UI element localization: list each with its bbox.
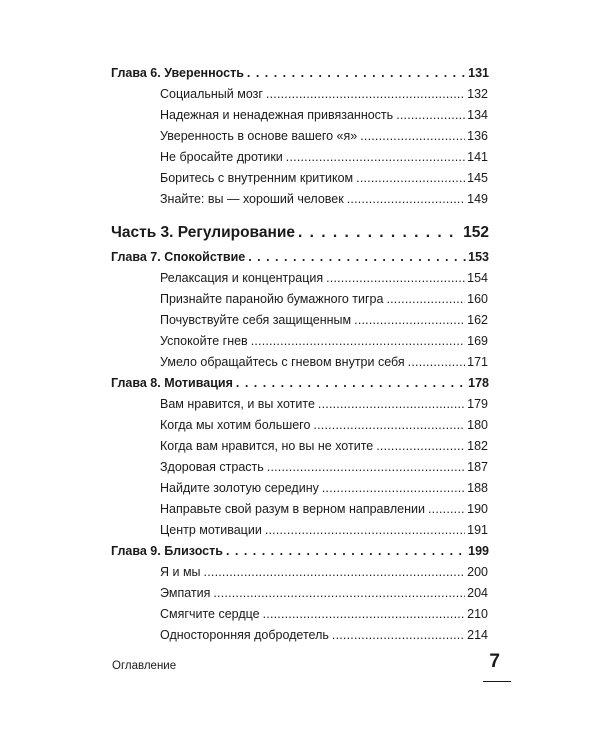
dot-leader xyxy=(376,439,465,453)
toc-section-entry[interactable] xyxy=(160,87,488,105)
toc-entry-title: Глава 7. Спокойствие xyxy=(111,250,246,264)
toc-section-entry[interactable] xyxy=(160,355,488,373)
dot-leader xyxy=(204,565,466,579)
toc-part-entry[interactable] xyxy=(111,224,489,246)
toc-section-entry[interactable] xyxy=(160,108,488,126)
dot-leader xyxy=(428,502,465,516)
dot-leader xyxy=(248,250,466,264)
toc-entry-title: Глава 9. Близость xyxy=(111,544,223,558)
toc-entry-page: 153 xyxy=(468,250,489,264)
toc-chapter-entry[interactable] xyxy=(111,250,489,268)
toc-entry-page: 210 xyxy=(467,607,488,621)
dot-leader xyxy=(298,224,461,242)
toc-entry-title: Не бросайте дротики xyxy=(160,150,283,164)
toc-entry-title: Эмпатия xyxy=(160,586,211,600)
toc-entry-page: 180 xyxy=(467,418,488,432)
toc-entry-title: Релаксация и концентрация xyxy=(160,271,324,285)
dot-leader xyxy=(267,460,465,474)
toc-entry-title: Глава 8. Мотивация xyxy=(111,376,233,390)
dot-leader xyxy=(236,376,466,390)
dot-leader xyxy=(263,607,466,621)
toc-section-entry[interactable] xyxy=(160,292,488,310)
toc-entry-title: Часть 3. Регулирование xyxy=(111,224,296,241)
dot-leader xyxy=(354,313,465,327)
dot-leader xyxy=(360,129,465,143)
dot-leader xyxy=(318,397,465,411)
toc-entry-title: Признайте паранойю бумажного тигра xyxy=(160,292,384,306)
toc-entry-page: 134 xyxy=(467,108,488,122)
dot-leader xyxy=(347,192,465,206)
toc-section-entry[interactable] xyxy=(160,271,488,289)
toc-entry-title: Когда мы хотим большего xyxy=(160,418,311,432)
toc-entry-title: Почувствуйте себя защищенным xyxy=(160,313,352,327)
dot-leader xyxy=(408,355,465,369)
toc-entry-page: 141 xyxy=(467,150,488,164)
toc-entry-page: 179 xyxy=(467,397,488,411)
toc-entry-page: 182 xyxy=(467,439,488,453)
toc-entry-title: Найдите золотую середину xyxy=(160,481,319,495)
toc-entry-page: 200 xyxy=(467,565,488,579)
toc-entry-page: 187 xyxy=(467,460,488,474)
toc-section-entry[interactable] xyxy=(160,607,488,625)
toc-entry-title: Надежная и ненадежная привязанность xyxy=(160,108,394,122)
toc-entry-title: Здоровая страсть xyxy=(160,460,264,474)
toc-section-entry[interactable] xyxy=(160,481,488,499)
dot-leader xyxy=(326,271,465,285)
toc-entry-title: Успокойте гнев xyxy=(160,334,248,348)
dot-leader xyxy=(226,544,466,558)
toc-section-entry[interactable] xyxy=(160,628,488,646)
toc-section-entry[interactable] xyxy=(160,313,488,331)
toc-entry-page: 154 xyxy=(467,271,488,285)
toc-entry-page: 145 xyxy=(467,171,488,185)
toc-section-entry[interactable] xyxy=(160,129,488,147)
toc-entry-page: 131 xyxy=(468,66,489,80)
toc-entry-title: Глава 6. Уверенность xyxy=(111,66,244,80)
toc-chapter-entry[interactable] xyxy=(111,376,489,394)
dot-leader xyxy=(396,108,465,122)
toc-entry-title: Центр мотивации xyxy=(160,523,262,537)
toc-section-entry[interactable] xyxy=(160,397,488,415)
toc-entry-title: Социальный мозг xyxy=(160,87,263,101)
page-number-rule xyxy=(483,681,511,682)
toc-entry-page: 190 xyxy=(467,502,488,516)
toc-section-entry[interactable] xyxy=(160,586,488,604)
toc-entry-page: 214 xyxy=(467,628,488,642)
toc-entry-title: Умело обращайтесь с гневом внутри себя xyxy=(160,355,405,369)
toc-entry-page: 191 xyxy=(467,523,488,537)
toc-entry-page: 178 xyxy=(468,376,489,390)
page-number: 7 xyxy=(489,651,500,672)
running-footer-title: Оглавление xyxy=(112,660,177,672)
toc-entry-title: Односторонняя добродетель xyxy=(160,628,329,642)
dot-leader xyxy=(251,334,465,348)
toc-entry-page: 171 xyxy=(467,355,488,369)
dot-leader xyxy=(322,481,465,495)
toc-section-entry[interactable] xyxy=(160,460,488,478)
toc-entry-title: Я и мы xyxy=(160,565,201,579)
dot-leader xyxy=(386,292,465,306)
dot-leader xyxy=(266,87,465,101)
toc-entry-title: Уверенность в основе вашего «я» xyxy=(160,129,358,143)
toc-section-entry[interactable] xyxy=(160,171,488,189)
toc-entry-title: Знайте: вы — хороший человек xyxy=(160,192,344,206)
toc-entry-page: 132 xyxy=(467,87,488,101)
dot-leader xyxy=(332,628,465,642)
toc-section-entry[interactable] xyxy=(160,502,488,520)
toc-entry-title: Боритесь с внутренним критиком xyxy=(160,171,354,185)
toc-chapter-entry[interactable] xyxy=(111,66,489,84)
toc-entry-page: 204 xyxy=(467,586,488,600)
toc-chapter-entry[interactable] xyxy=(111,544,489,562)
dot-leader xyxy=(356,171,465,185)
toc-entry-title: Смягчите сердце xyxy=(160,607,260,621)
toc-section-entry[interactable] xyxy=(160,523,488,541)
toc-entry-page: 149 xyxy=(467,192,488,206)
toc-section-entry[interactable] xyxy=(160,192,488,210)
toc-entry-title: Когда вам нравится, но вы не хотите xyxy=(160,439,374,453)
toc-entry-page: 188 xyxy=(467,481,488,495)
toc-section-entry[interactable] xyxy=(160,439,488,457)
toc-entry-page: 162 xyxy=(467,313,488,327)
toc-entry-page: 199 xyxy=(468,544,489,558)
toc-entry-page: 136 xyxy=(467,129,488,143)
toc-section-entry[interactable] xyxy=(160,334,488,352)
dot-leader xyxy=(213,586,465,600)
toc-section-entry[interactable] xyxy=(160,150,488,168)
toc-section-entry[interactable] xyxy=(160,565,488,583)
dot-leader xyxy=(265,523,465,537)
toc-entry-title: Вам нравится, и вы хотите xyxy=(160,397,315,411)
dot-leader xyxy=(247,66,466,80)
dot-leader xyxy=(313,418,465,432)
toc-entry-page: 160 xyxy=(467,292,488,306)
toc-entry-page: 152 xyxy=(463,224,489,241)
dot-leader xyxy=(286,150,465,164)
toc-entry-page: 169 xyxy=(467,334,488,348)
toc-entry-title: Направьте свой разум в верном направлении xyxy=(160,502,425,516)
toc-section-entry[interactable] xyxy=(160,418,488,436)
